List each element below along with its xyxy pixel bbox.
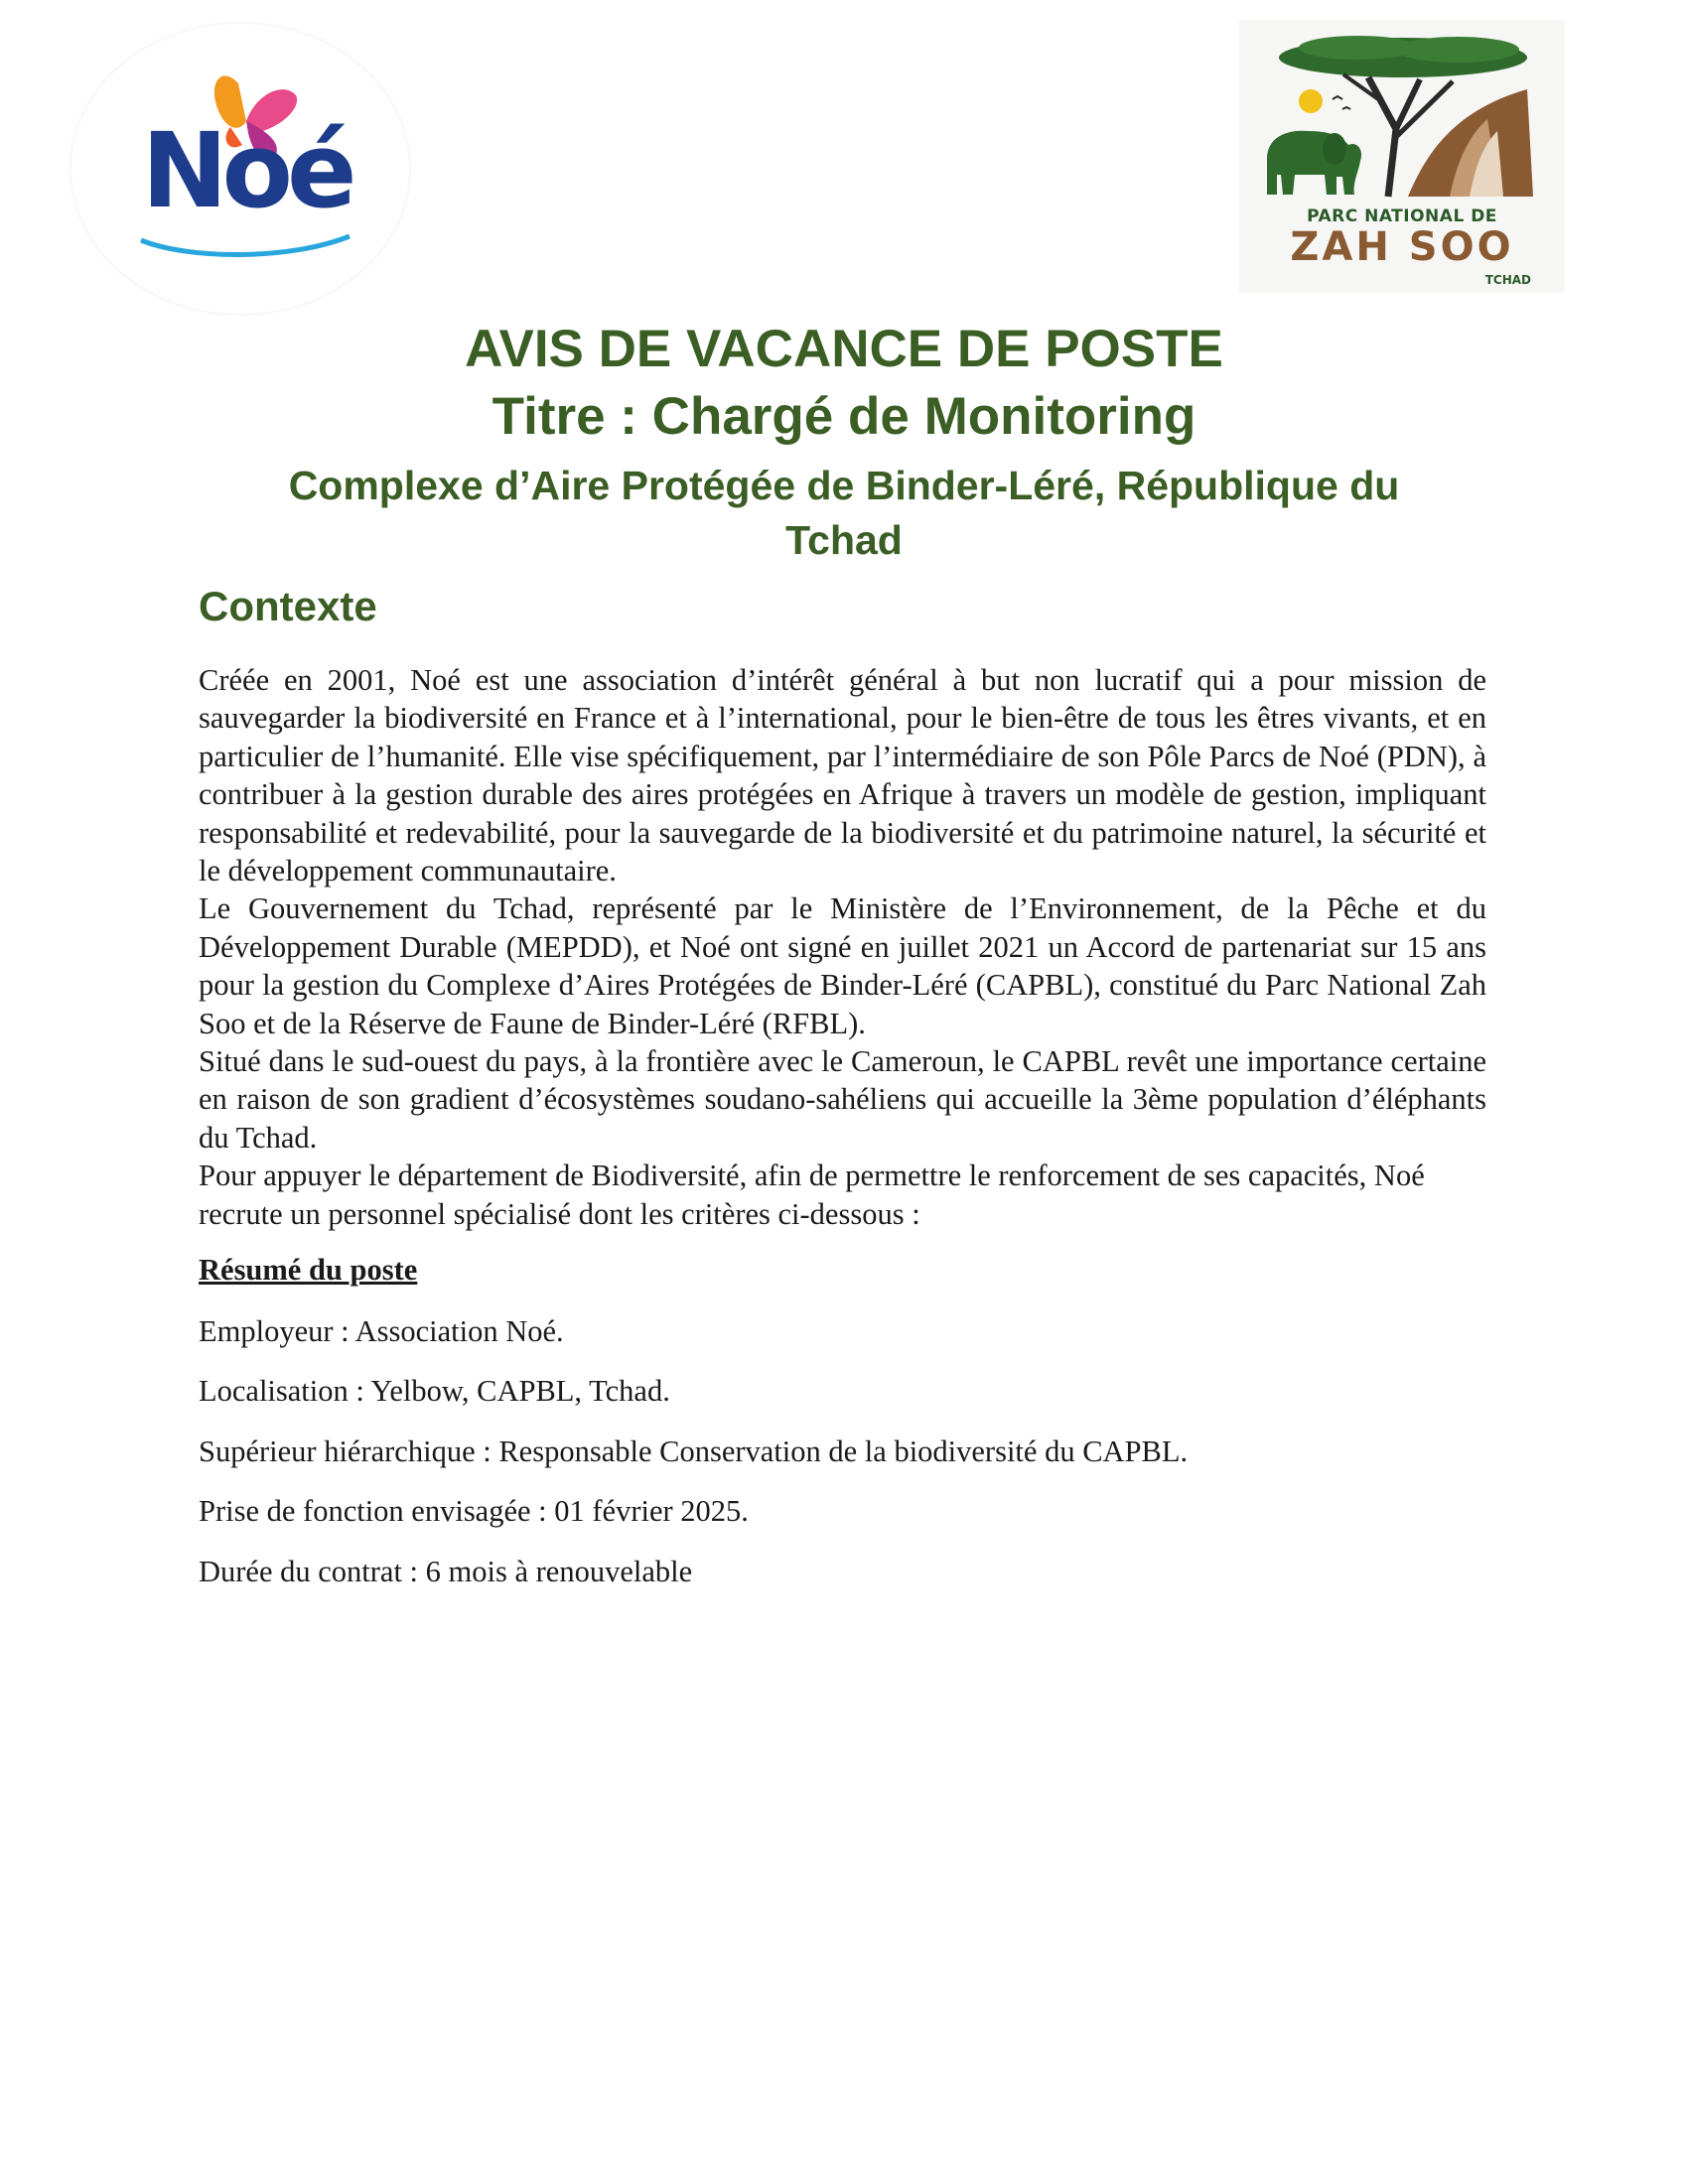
summary-item-start-date: Prise de fonction envisagée : 01 février 2025. — [199, 1494, 749, 1529]
zah-soo-logo-line1: PARC NATIONAL DE — [1307, 206, 1497, 226]
context-body — [199, 661, 1486, 1233]
context-paragraph: Situé dans le sud-ouest du pays, à la frontière avec le Cameroun, le CAPBL revêt une importance certaine en raison de son gradient d’écosystèmes soudano-sahéliens qui accueille la 3ème population d’éléphants du Tchad. — [199, 1044, 1486, 1155]
context-paragraph: Le Gouvernement du Tchad, représenté par le Ministère de l’Environnement, de la Pêche et du Développement Durable (MEPDD), et Noé ont signé en juillet 2021 un Accord de partenariat sur 15 ans pour la gestion du Complexe d’Aires Protégées de Binder-Léré (CAPBL), constitué du Parc National Zah Soo et de la Réserve de Faune de Binder-Léré (RFBL). — [199, 891, 1486, 1040]
job-location: Complexe d’Aire Protégée de Binder-Léré, République du Tchad — [288, 463, 1400, 563]
zah-soo-logo-line3: TCHAD — [1484, 273, 1531, 287]
context-paragraph: Pour appuyer le département de Biodiversité, afin de permettre le renforcement de ses capacités, Noé recrute un personnel spécialisé dont les critères ci-dessous : — [199, 1159, 1425, 1231]
summary-item-supervisor: Supérieur hiérarchique : Responsable Conservation de la biodiversité du CAPBL. — [199, 1433, 1189, 1468]
noe-logo — [71, 24, 409, 314]
noe-wordmark: Noé — [141, 110, 352, 231]
zah-soo-logo-line2: ZAH SOO — [1290, 224, 1514, 270]
document-title: AVIS DE VACANCE DE POSTE — [465, 320, 1223, 378]
summary-list — [199, 1312, 1486, 1612]
summary-heading: Résumé du poste — [199, 1253, 418, 1287]
zah-soo-logo — [1239, 20, 1565, 293]
context-paragraph: Créée en 2001, Noé est une association d’intérêt général à but non lucratif qui a pour mission de sauvegarder la biodiversité en France et à l’international, pour le bien-être de tous les êtres vivants, et en particulier de l’humanité. Elle vise spécifiquement, par l’intermédiaire de son Pôle Parcs de Noé (PDN), à contribuer à la gestion durable des aires protégées en Afrique à travers un modèle de gestion, impliquant responsabilité et redevabilité, pour la sauvegarde de la biodiversité et du patrimoine naturel, la sécurité et le développement communautaire. — [199, 663, 1486, 888]
summary-item-employer: Employeur : Association Noé. — [199, 1314, 564, 1348]
title-block — [199, 316, 1489, 568]
job-title: Titre : Chargé de Monitoring — [492, 387, 1196, 446]
summary-item-location: Localisation : Yelbow, CAPBL, Tchad. — [199, 1374, 670, 1409]
context-heading: Contexte — [199, 583, 377, 629]
summary-item-contract-duration: Durée du contrat : 6 mois à renouvelable — [199, 1554, 693, 1588]
